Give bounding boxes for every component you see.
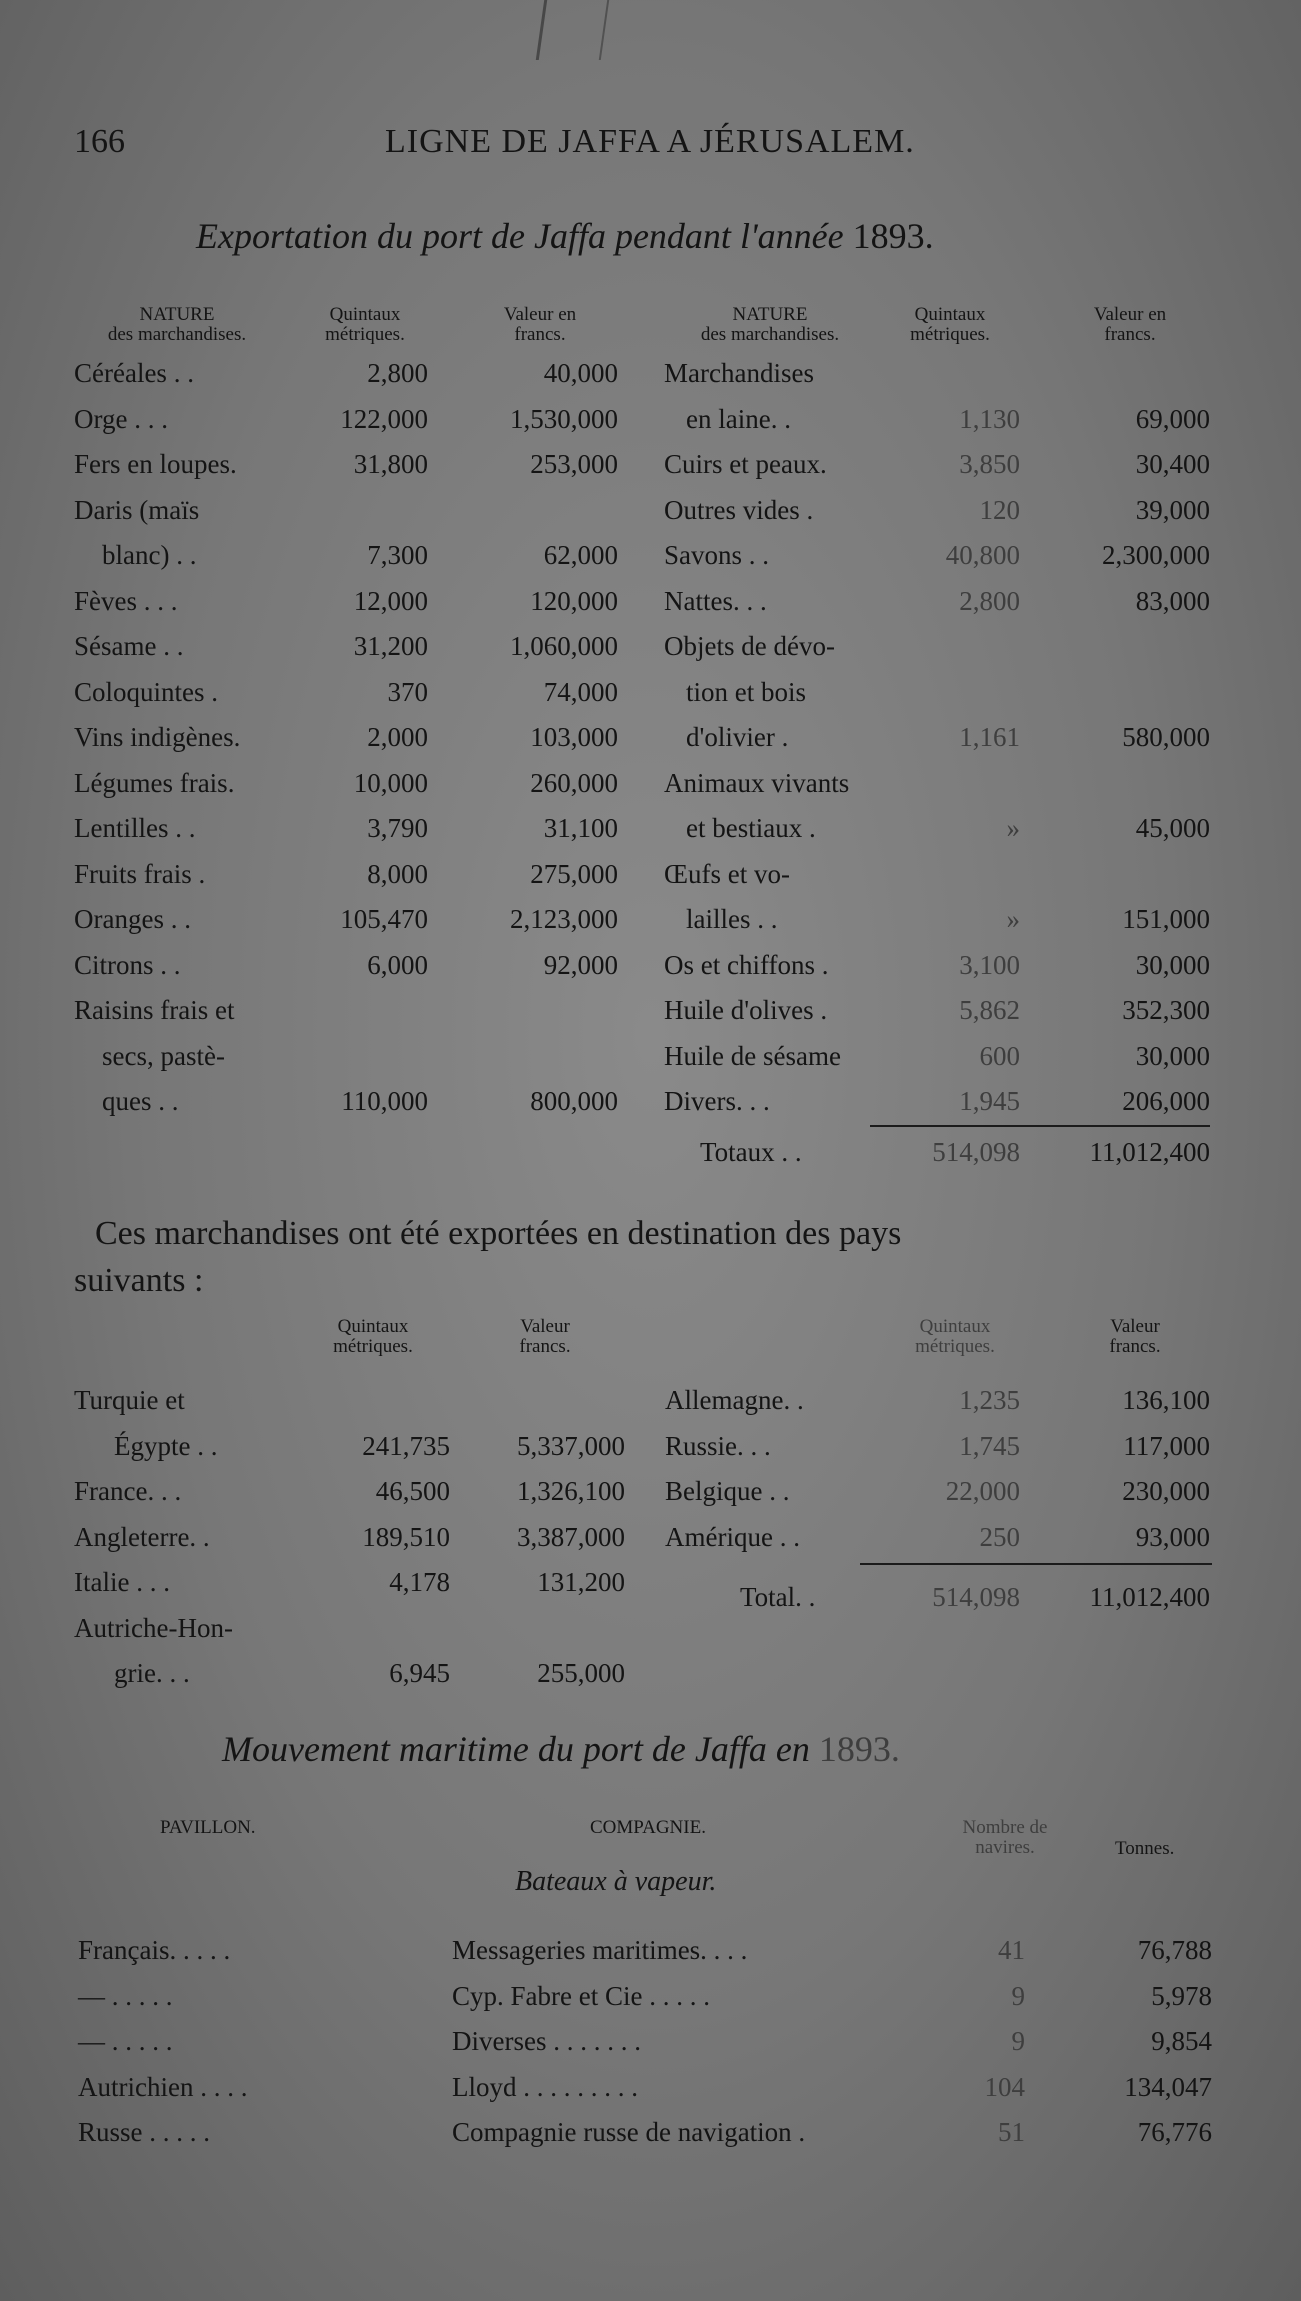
row-quintaux: 3,100 bbox=[959, 949, 1020, 980]
row-quintaux: 600 bbox=[979, 1040, 1020, 1071]
row-compagnie: Diverses . . . . . . . bbox=[452, 2026, 641, 2056]
row-label: grie. . . bbox=[114, 1658, 190, 1688]
row-label: en laine. . bbox=[686, 403, 791, 434]
row-navires: 104 bbox=[984, 2071, 1025, 2102]
row-label: lailles . . bbox=[686, 904, 778, 934]
row-quintaux: 3,850 bbox=[959, 449, 1020, 479]
row-label: Citrons . . bbox=[74, 949, 181, 980]
row-valeur: 2,300,000 bbox=[1102, 540, 1210, 570]
row-compagnie: Messageries maritimes. . . . bbox=[452, 1935, 748, 1965]
row-quintaux: 1,745 bbox=[959, 1430, 1020, 1461]
row-valeur: 275,000 bbox=[530, 858, 618, 889]
row-quintaux: 122,000 bbox=[340, 403, 428, 434]
row-valeur: 5,337,000 bbox=[517, 1430, 625, 1461]
row-valeur: 83,000 bbox=[1135, 585, 1210, 616]
row-valeur: 69,000 bbox=[1135, 403, 1210, 434]
row-quintaux: 40,800 bbox=[945, 540, 1020, 570]
row-quintaux: 105,470 bbox=[340, 904, 428, 934]
row-label: Légumes frais. bbox=[74, 767, 235, 798]
row-label: Turquie et bbox=[74, 1385, 185, 1415]
row-quintaux: 6,000 bbox=[367, 949, 428, 980]
row-compagnie: Lloyd . . . . . . . . . bbox=[452, 2071, 638, 2102]
row-quintaux: 2,800 bbox=[367, 358, 428, 388]
dest-head-quintaux-left: Quintaux métriques. bbox=[333, 1316, 413, 1357]
row-valeur: 151,000 bbox=[1122, 904, 1210, 934]
row-valeur: 206,000 bbox=[1122, 1086, 1210, 1116]
row-valeur: 1,326,100 bbox=[517, 1476, 625, 1506]
row-valeur: 30,400 bbox=[1135, 449, 1210, 479]
export-title-year: 1893. bbox=[852, 216, 934, 256]
dest-head-valeur-left: Valeur francs. bbox=[519, 1316, 571, 1357]
row-valeur: 92,000 bbox=[543, 949, 618, 980]
row-tonnes: 76,788 bbox=[1137, 1935, 1212, 1965]
col-head-nature-right: NATURE des marchandises. bbox=[700, 304, 840, 345]
row-label: Russie. . . bbox=[665, 1430, 771, 1461]
row-label: Angleterre. . bbox=[74, 1521, 210, 1552]
row-label: Allemagne. . bbox=[665, 1385, 804, 1415]
col-head-quintaux-left: Quintaux métriques. bbox=[325, 304, 405, 345]
row-quintaux: 2,000 bbox=[367, 722, 428, 752]
row-quintaux: 120 bbox=[979, 494, 1020, 525]
col-head-valeur-left: Valeur en francs. bbox=[503, 304, 577, 345]
row-label: Fruits frais . bbox=[74, 858, 206, 889]
row-pavillon: Autrichien . . . . bbox=[78, 2071, 248, 2102]
row-quintaux: 31,200 bbox=[353, 631, 428, 661]
row-quintaux: 370 bbox=[387, 676, 428, 707]
maritime-head-navires: Nombre de navires. bbox=[962, 1817, 1048, 1858]
destinations-paragraph-line1: Ces marchandises ont été exportées en destination des pays bbox=[95, 1215, 902, 1252]
row-label: Divers. . . bbox=[664, 1086, 770, 1116]
dest-total-quintaux: 514,098 bbox=[932, 1582, 1020, 1612]
row-quintaux: 7,300 bbox=[367, 540, 428, 570]
row-valeur: 255,000 bbox=[537, 1658, 625, 1688]
row-valeur: 2,123,000 bbox=[510, 904, 618, 934]
row-tonnes: 5,978 bbox=[1151, 1980, 1212, 2011]
maritime-head-tonnes: Tonnes. bbox=[1115, 1838, 1175, 1859]
col-head-quintaux-right: Quintaux métriques. bbox=[910, 304, 990, 345]
row-quintaux: 46,500 bbox=[375, 1476, 450, 1506]
row-quintaux: 12,000 bbox=[353, 585, 428, 616]
row-quintaux: 5,862 bbox=[959, 995, 1020, 1025]
row-label: Cuirs et peaux. bbox=[664, 449, 827, 479]
row-label: et bestiaux . bbox=[686, 813, 816, 843]
row-label: ques . . bbox=[102, 1086, 179, 1116]
row-valeur: 120,000 bbox=[530, 585, 618, 616]
row-label: Sésame . . bbox=[74, 631, 184, 661]
row-quintaux: 6,945 bbox=[389, 1658, 450, 1688]
row-valeur: 260,000 bbox=[530, 767, 618, 798]
row-quintaux: 3,790 bbox=[367, 813, 428, 843]
row-valeur: 117,000 bbox=[1123, 1430, 1210, 1461]
row-valeur: 103,000 bbox=[530, 722, 618, 752]
col-head-nature-left: NATURE des marchandises. bbox=[107, 304, 247, 345]
dest-head-quintaux-right: Quintaux métriques. bbox=[915, 1316, 995, 1357]
maritime-head-compagnie: COMPAGNIE. bbox=[590, 1817, 706, 1838]
row-valeur: 1,060,000 bbox=[510, 631, 618, 661]
row-valeur: 39,000 bbox=[1135, 494, 1210, 525]
row-label: Fèves . . . bbox=[74, 585, 178, 616]
dest-total-rule bbox=[860, 1563, 1212, 1565]
row-valeur: 74,000 bbox=[543, 676, 618, 707]
row-quintaux: » bbox=[1006, 904, 1020, 934]
row-compagnie: Compagnie russe de navigation . bbox=[452, 2117, 806, 2147]
row-valeur: 93,000 bbox=[1135, 1521, 1210, 1552]
row-label: Italie . . . bbox=[74, 1567, 170, 1597]
maritime-title bbox=[222, 1728, 900, 1770]
row-label: Huile de sésame bbox=[664, 1040, 841, 1071]
row-label: Huile d'olives . bbox=[664, 995, 828, 1025]
row-quintaux: 31,800 bbox=[353, 449, 428, 479]
row-label: Œufs et vo- bbox=[664, 858, 790, 889]
row-valeur: 136,100 bbox=[1122, 1385, 1210, 1415]
row-label: tion et bois bbox=[686, 676, 806, 707]
row-valeur: 40,000 bbox=[543, 358, 618, 388]
totals-rule bbox=[870, 1125, 1210, 1127]
row-quintaux: 1,235 bbox=[959, 1385, 1020, 1415]
row-quintaux: 1,161 bbox=[959, 722, 1020, 752]
row-navires: 41 bbox=[998, 1935, 1025, 1965]
row-label: secs, pastè- bbox=[102, 1040, 225, 1071]
dest-head-valeur-right: Valeur francs. bbox=[1109, 1316, 1161, 1357]
row-pavillon: — . . . . . bbox=[78, 1980, 173, 2011]
maritime-subheading: Bateaux à vapeur. bbox=[515, 1866, 717, 1897]
row-label: Belgique . . bbox=[665, 1476, 790, 1506]
row-tonnes: 76,776 bbox=[1137, 2117, 1212, 2147]
row-valeur: 800,000 bbox=[530, 1086, 618, 1116]
row-label: Lentilles . . bbox=[74, 813, 196, 843]
row-label: Os et chiffons . bbox=[664, 949, 829, 980]
page-number: 166 bbox=[74, 123, 125, 160]
row-navires: 9 bbox=[1011, 2026, 1025, 2056]
row-valeur: 580,000 bbox=[1122, 722, 1210, 752]
row-tonnes: 134,047 bbox=[1124, 2071, 1212, 2102]
row-quintaux: 1,945 bbox=[959, 1086, 1020, 1116]
row-quintaux: » bbox=[1006, 813, 1020, 843]
row-valeur: 1,530,000 bbox=[510, 403, 618, 434]
row-quintaux: 241,735 bbox=[362, 1430, 450, 1461]
row-tonnes: 9,854 bbox=[1151, 2026, 1212, 2056]
destinations-paragraph-line2: suivants : bbox=[74, 1262, 204, 1299]
row-label: Céréales . . bbox=[74, 358, 194, 388]
export-title bbox=[196, 215, 934, 257]
row-navires: 51 bbox=[998, 2117, 1025, 2147]
col-head-valeur-right: Valeur en francs. bbox=[1093, 304, 1167, 345]
row-pavillon: — . . . . . bbox=[78, 2026, 173, 2056]
row-compagnie: Cyp. Fabre et Cie . . . . . bbox=[452, 1980, 710, 2011]
row-label: blanc) . . bbox=[102, 540, 197, 570]
row-label: Outres vides . bbox=[664, 494, 814, 525]
row-label: Daris (maïs bbox=[74, 494, 200, 525]
row-label: Vins indigènes. bbox=[74, 722, 241, 752]
row-label: Amérique . . bbox=[665, 1521, 800, 1552]
maritime-head-pavillon: PAVILLON. bbox=[160, 1817, 256, 1838]
row-valeur: 30,000 bbox=[1135, 1040, 1210, 1071]
binding-fold bbox=[536, 0, 609, 60]
row-quintaux: 22,000 bbox=[945, 1476, 1020, 1506]
row-label: Fers en loupes. bbox=[74, 449, 237, 479]
row-quintaux: 4,178 bbox=[389, 1567, 450, 1597]
row-valeur: 253,000 bbox=[530, 449, 618, 479]
row-quintaux: 1,130 bbox=[959, 403, 1020, 434]
row-quintaux: 8,000 bbox=[367, 858, 428, 889]
row-valeur: 45,000 bbox=[1135, 813, 1210, 843]
row-label: Nattes. . . bbox=[664, 585, 767, 616]
row-pavillon: Français. . . . . bbox=[78, 1935, 231, 1965]
row-label: Marchandises bbox=[664, 358, 814, 388]
running-title: LIGNE DE JAFFA A JÉRUSALEM. bbox=[385, 123, 915, 160]
row-label: Animaux vivants bbox=[664, 767, 850, 798]
row-valeur: 352,300 bbox=[1122, 995, 1210, 1025]
maritime-title-text: Mouvement maritime du port de Jaffa en bbox=[222, 1729, 810, 1769]
row-navires: 9 bbox=[1011, 1980, 1025, 2011]
row-valeur: 230,000 bbox=[1122, 1476, 1210, 1506]
export-total-valeur: 11,012,400 bbox=[1089, 1137, 1210, 1167]
row-valeur: 30,000 bbox=[1135, 949, 1210, 980]
row-valeur: 131,200 bbox=[537, 1567, 625, 1597]
row-label: Savons . . bbox=[664, 540, 770, 570]
row-label: Oranges . . bbox=[74, 904, 191, 934]
row-quintaux: 10,000 bbox=[353, 767, 428, 798]
row-quintaux: 2,800 bbox=[959, 585, 1020, 616]
row-valeur: 31,100 bbox=[543, 813, 618, 843]
row-pavillon: Russe . . . . . bbox=[78, 2117, 211, 2147]
row-quintaux: 250 bbox=[979, 1521, 1020, 1552]
row-label: France. . . bbox=[74, 1476, 182, 1506]
row-label: Coloquintes . bbox=[74, 676, 219, 707]
maritime-title-year: 1893. bbox=[818, 1729, 900, 1769]
row-quintaux: 110,000 bbox=[341, 1086, 428, 1116]
row-label: Raisins frais et bbox=[74, 995, 235, 1025]
export-title-text: Exportation du port de Jaffa pendant l'année bbox=[196, 216, 844, 256]
export-total-label: Totaux . . bbox=[700, 1137, 802, 1167]
row-quintaux: 189,510 bbox=[362, 1521, 450, 1552]
export-total-quintaux: 514,098 bbox=[932, 1137, 1020, 1167]
row-valeur: 3,387,000 bbox=[517, 1521, 625, 1552]
row-label: Égypte . . bbox=[114, 1430, 218, 1461]
row-label: d'olivier . bbox=[686, 722, 789, 752]
row-label: Orge . . . bbox=[74, 403, 168, 434]
dest-total-label: Total. . bbox=[740, 1582, 816, 1612]
row-valeur: 62,000 bbox=[543, 540, 618, 570]
dest-total-valeur: 11,012,400 bbox=[1089, 1582, 1210, 1612]
row-label: Autriche-Hon- bbox=[74, 1612, 233, 1643]
row-label: Objets de dévo- bbox=[664, 631, 835, 661]
